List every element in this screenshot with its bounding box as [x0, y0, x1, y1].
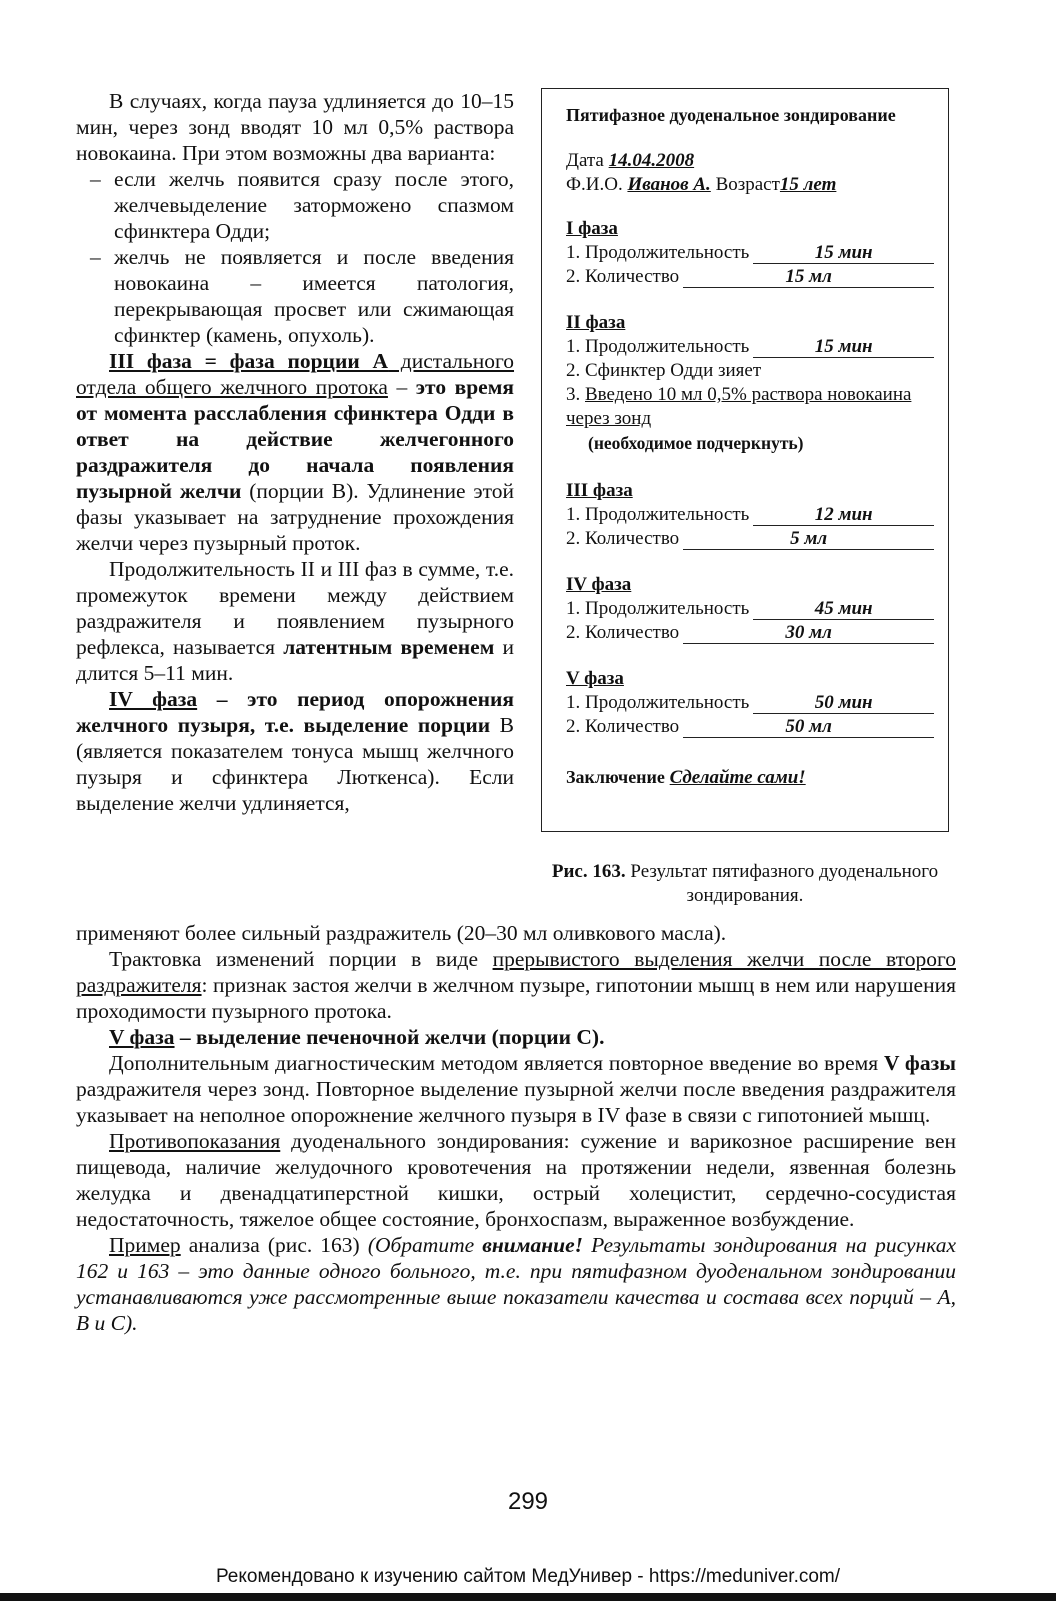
phase-2-note: (необходимое подчеркнуть) [588, 433, 804, 453]
latent-text: Продолжительность II и III фаз в сумме, т.е. промежуток времени между действием раздражителя и появлением пузырного рефлекса, называется [76, 557, 514, 659]
amount-value: 50 мл [683, 717, 934, 738]
amount-value: 30 мл [683, 623, 934, 644]
duration-label: 1. Продолжительность [566, 504, 750, 525]
phase-2-duration [566, 335, 934, 359]
method-rest: раздражителя через зонд. Повторное выделение пузырной желчи после введения раздражителя указывает на неполное опорожнение желчного пузыря в IV фазе в связи с гипотонией мышц. [76, 1077, 956, 1127]
phase-1-duration [566, 241, 934, 265]
paragraph-phase-5 [76, 1024, 956, 1050]
phase-1-title: I фаза [566, 218, 618, 239]
example-start: анализа (рис. 163) [180, 1233, 368, 1257]
paragraph-interpretation [76, 946, 956, 1024]
date-label: Дата [566, 150, 604, 171]
phase-5-title: V фаза [566, 668, 624, 689]
phase-3-rest: (порции В). Удлинение этой фазы указывает на затруднение прохождения желчи через пузырный проток. [76, 479, 514, 555]
method-start: Дополнительным диагностическим методом является повторное введение во время [109, 1051, 884, 1075]
phase-3-heading-tail: дистального отдела общего желчного протока [76, 349, 515, 399]
paragraph-phase-3 [76, 348, 514, 556]
contraindications-heading: Противопоказания [109, 1129, 281, 1153]
phase-3-amount [566, 527, 934, 551]
interpretation-underlined: прерывистого выделения желчи после второго раздражителя [76, 947, 956, 997]
date-value: 14.04.2008 [608, 150, 695, 171]
duration-label: 1. Продолжительность [566, 598, 750, 619]
paragraph-olive-oil: применяют более сильный раздражитель (20–30 мл оливкового масла). [76, 921, 727, 945]
phase-3-heading: III фаза = фаза порции А [109, 349, 389, 373]
duration-value: 45 мин [753, 599, 934, 620]
method-bold: V фазы [883, 1051, 956, 1075]
figure-caption [541, 860, 949, 908]
page-number: 299 [507, 1488, 549, 1515]
duration-label: 1. Продолжительность [566, 692, 750, 713]
phase-2-title: II фаза [566, 312, 626, 333]
duration-value: 12 мин [753, 505, 934, 526]
duration-value: 50 мин [753, 693, 934, 714]
amount-label: 2. Количество [566, 528, 680, 549]
date-line [566, 149, 934, 173]
footer-recommendation: Рекомендовано к изучению сайтом МедУнивер - https://meduniver.com/ [215, 1566, 841, 1587]
interpretation-start: Трактовка изменений порции в виде [109, 947, 493, 971]
phase-2-novocaine [566, 383, 934, 431]
amount-label: 2. Количество [566, 622, 680, 643]
age-value: 15 лет [779, 174, 837, 195]
phase-3-title: III фаза [566, 480, 633, 501]
contraindications-text: дуоденального зондирования: сужение и варикозное расширение вен пищевода, наличие желудочного кровотечения на протяжении недели, язвенная болезнь желудка и двенадцатиперстной кишки, острый холецистит, сердечно-сосудистая недостаточность, тяжелое общее состояние, бронхоспазм, выраженное возбуждение. [76, 1129, 956, 1231]
dash: – [387, 375, 416, 399]
caption-number: Рис. 163. [551, 861, 626, 882]
paragraph-novocaine: В случаях, когда пауза удлиняется до 10–15 мин, через зонд вводят 10 мл 0,5% раствора новокаина. При этом возможны два варианта: [76, 89, 514, 165]
paragraph-example [76, 1232, 956, 1336]
phase-5-duration [566, 691, 934, 715]
conclusion-value: Сделайте сами! [669, 767, 806, 788]
phase-3-duration [566, 503, 934, 527]
figure-title: Пятифазное дуоденальное зондирование [566, 105, 896, 125]
full-width-text [76, 920, 956, 1336]
conclusion-line [566, 765, 934, 790]
phase-5-amount [566, 715, 934, 739]
age-label: Возраст [715, 174, 780, 195]
interpretation-rest: : признак застоя желчи в желчном пузыре, гипотонии мышц в нем или нарушения проходимости пузырного протока. [76, 973, 956, 1023]
amount-value: 5 мл [683, 529, 934, 550]
novocaine-text: Введено 10 мл 0,5% раствора новокаина через зонд [566, 384, 912, 429]
list-item: – если желчь появится сразу после этого, желчевыделение заторможено спазмом сфинктера Одди; [76, 166, 514, 244]
name-label: Ф.И.О. [566, 174, 623, 195]
item-number: 3. [566, 384, 585, 405]
example-italic-1: (Обратите [367, 1233, 483, 1257]
phase-1-amount [566, 265, 934, 289]
paragraph-contraindications [76, 1128, 956, 1232]
left-column [76, 88, 514, 816]
example-attention: внимание! [482, 1233, 584, 1257]
phase-5-heading: V фаза [109, 1025, 175, 1049]
example-heading: Пример [109, 1233, 181, 1257]
duration-label: 1. Продолжительность [566, 242, 750, 263]
latent-rest: и длится 5–11 мин. [76, 635, 514, 685]
amount-label: 2. Количество [566, 716, 680, 737]
phase-4-definition: – это период опорожнения желчного пузыря, т.е. выделение порции [76, 687, 514, 737]
caption-text: Результат пятифазного дуоденального зондирования. [625, 861, 939, 906]
figure-box [541, 88, 949, 832]
phase-5-definition: – выделение печеночной желчи (порции С). [174, 1025, 605, 1049]
duration-value: 15 мин [753, 243, 934, 264]
amount-value: 15 мл [683, 267, 934, 288]
phase-4-amount [566, 621, 934, 645]
paragraph-additional-method [76, 1050, 956, 1128]
phase-4-duration [566, 597, 934, 621]
list-item: – желчь не появляется и после введения новокаина – имеется патология, перекрывающая просвет или сжимающая сфинктер (камень, опухоль). [76, 244, 514, 348]
phase-4-rest: В (является показателем тонуса мышц желчного пузыря и сфинктера Люткенса). Если выделение желчи удлиняется, [76, 713, 514, 815]
conclusion-label: Заключение [566, 767, 665, 787]
paragraph-latent-time [76, 556, 514, 686]
latent-time-term: латентным временем [283, 635, 495, 659]
phase-2-sphincter: 2. Сфинктер Одди зияет [566, 360, 762, 381]
scan-edge-bar [0, 1593, 1056, 1601]
phase-4-title: IV фаза [566, 574, 632, 595]
amount-label: 2. Количество [566, 266, 680, 287]
paragraph-phase-4 [76, 686, 514, 816]
example-italic-2: Результаты зондирования на рисунках 162 и 163 – это данные одного больного, т.е. при пятифазном дуоденальном зондировании устанавливаются уже рассмотренные выше показатели качества и состава всех порций – А, В и С). [76, 1233, 957, 1335]
duration-label: 1. Продолжительность [566, 336, 750, 357]
phase-4-heading: IV фаза [109, 687, 198, 711]
patient-line [566, 173, 934, 197]
name-value: Иванов А. [627, 174, 711, 195]
phase-3-definition: это время от момента расслабления сфинктера Одди в ответ на действие желчегонного раздражителя до начала появления пузырной желчи [76, 375, 514, 503]
variant-list [76, 166, 514, 348]
duration-value: 15 мин [753, 337, 934, 358]
